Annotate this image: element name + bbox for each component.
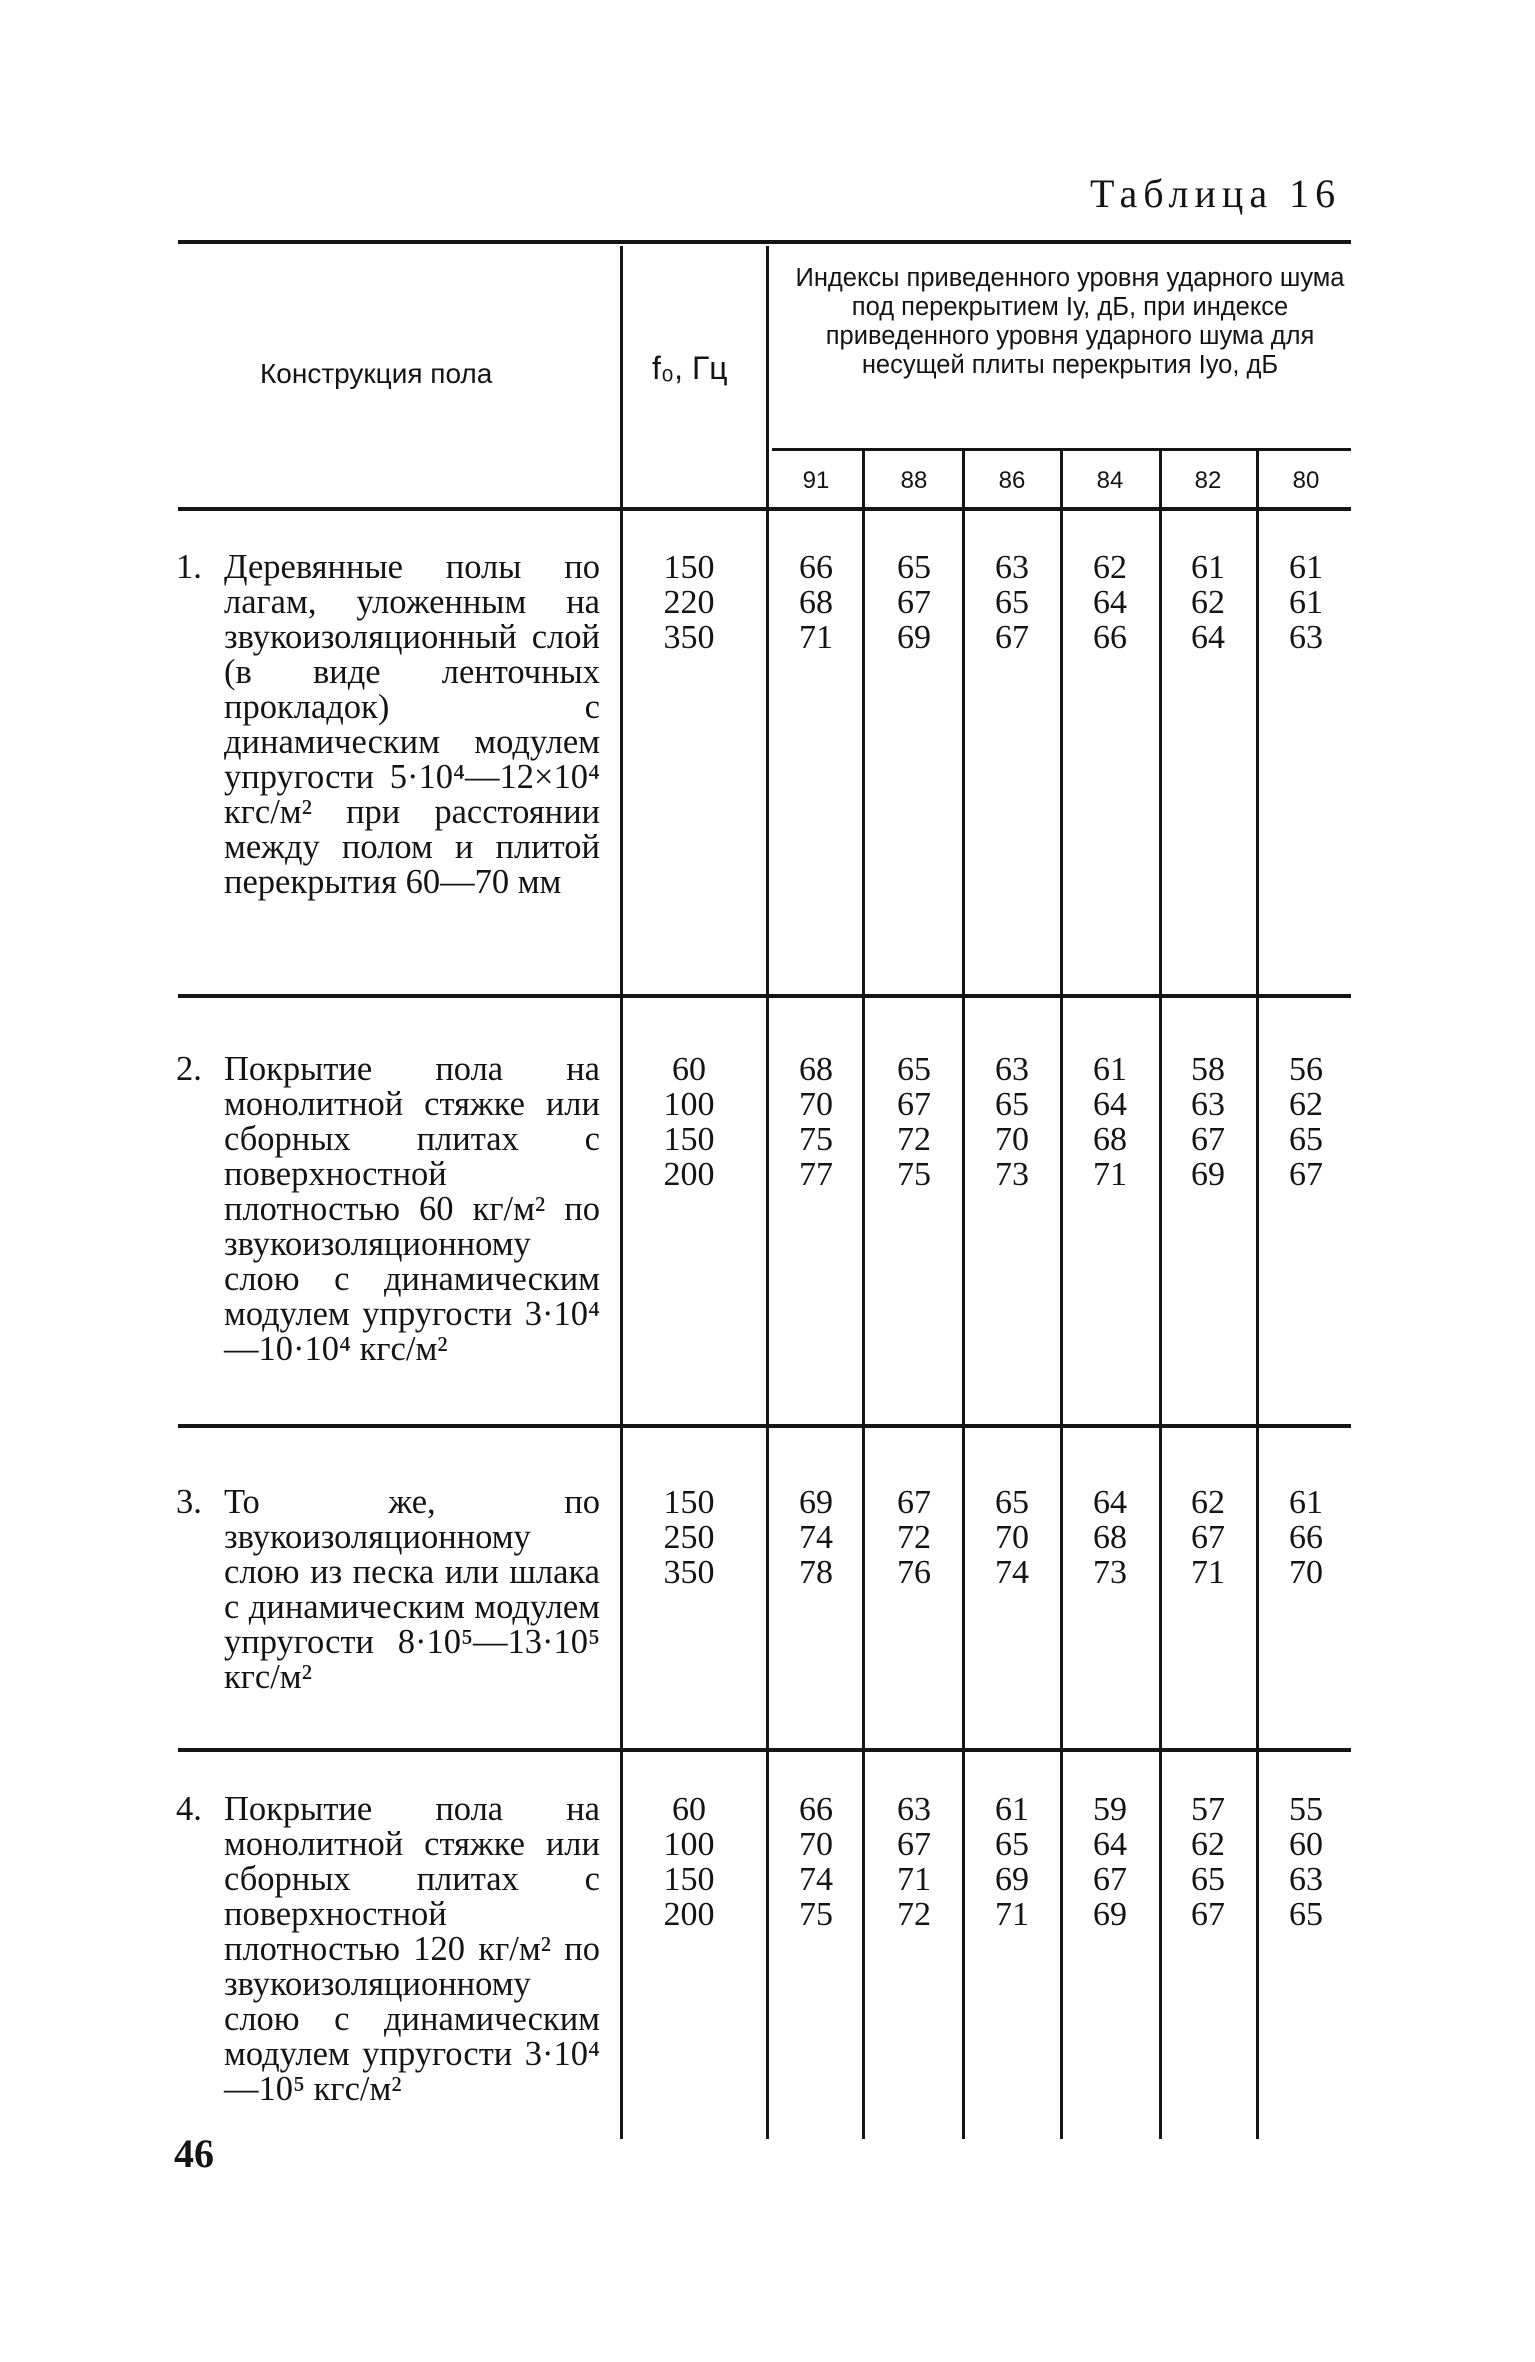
value-cell: 60 bbox=[1289, 1826, 1323, 1863]
value-cell: 69 bbox=[1191, 1156, 1225, 1193]
frequency-cell: 200 bbox=[663, 1156, 715, 1193]
page-number: 46 bbox=[174, 2131, 214, 2176]
value-column bbox=[1256, 550, 1356, 655]
value-cell: 63 bbox=[995, 549, 1029, 586]
value-cell: 70 bbox=[995, 1519, 1029, 1556]
value-cell: 70 bbox=[1289, 1554, 1323, 1591]
value-cell: 65 bbox=[897, 1051, 931, 1088]
value-column bbox=[864, 550, 964, 655]
value-cell: 70 bbox=[799, 1826, 833, 1863]
value-cell: 64 bbox=[1093, 1086, 1127, 1123]
value-column bbox=[1256, 1792, 1356, 1932]
value-cell: 69 bbox=[995, 1861, 1029, 1898]
value-cell: 72 bbox=[897, 1121, 931, 1158]
frequency-values bbox=[636, 550, 742, 655]
value-cell: 65 bbox=[1289, 1896, 1323, 1933]
frequency-values bbox=[636, 1052, 742, 1192]
value-cell: 69 bbox=[1093, 1896, 1127, 1933]
index-value: 88 bbox=[900, 467, 928, 494]
row-separator-3 bbox=[178, 1748, 1351, 1752]
value-cell: 61 bbox=[1289, 549, 1323, 586]
index-value: 91 bbox=[802, 467, 830, 494]
value-cell: 63 bbox=[897, 1791, 931, 1828]
frequency-values bbox=[636, 1485, 742, 1590]
value-column bbox=[962, 1052, 1062, 1192]
value-cell: 73 bbox=[995, 1156, 1029, 1193]
value-cell: 64 bbox=[1093, 1484, 1127, 1521]
value-cell: 72 bbox=[897, 1519, 931, 1556]
header-frequency: f₀, Гц bbox=[652, 350, 728, 386]
frequency-cell: 60 bbox=[672, 1791, 706, 1828]
value-cell: 62 bbox=[1191, 1484, 1225, 1521]
value-cell: 65 bbox=[995, 584, 1029, 621]
value-column bbox=[1060, 550, 1160, 655]
frequency-cell: 220 bbox=[663, 584, 715, 621]
frequency-cell: 150 bbox=[663, 1484, 715, 1521]
row-separator-2 bbox=[178, 1424, 1351, 1428]
value-cell: 66 bbox=[799, 1791, 833, 1828]
value-cell: 58 bbox=[1191, 1051, 1225, 1088]
value-cell: 71 bbox=[1093, 1156, 1127, 1193]
frequency-cell: 200 bbox=[663, 1896, 715, 1933]
value-column bbox=[864, 1485, 964, 1590]
value-column bbox=[766, 550, 866, 655]
frequency-cell: 350 bbox=[663, 1554, 715, 1591]
header-construction: Конструкция пола bbox=[260, 358, 493, 389]
frequency-cell: 150 bbox=[663, 549, 715, 586]
value-column bbox=[1158, 1792, 1258, 1932]
value-cell: 75 bbox=[799, 1121, 833, 1158]
value-cell: 61 bbox=[1093, 1051, 1127, 1088]
value-cell: 68 bbox=[799, 1051, 833, 1088]
value-column bbox=[1256, 1485, 1356, 1590]
frequency-cell: 150 bbox=[663, 1861, 715, 1898]
value-cell: 61 bbox=[1289, 1484, 1323, 1521]
frequency-cell: 150 bbox=[663, 1121, 715, 1158]
value-cell: 56 bbox=[1289, 1051, 1323, 1088]
value-cell: 65 bbox=[897, 549, 931, 586]
value-cell: 71 bbox=[995, 1896, 1029, 1933]
row-description-text: Деревянные полы по лагам, уложенным на звукоизоляционный слой (в виде ленточных прокладок) с динамическим модулем упругости 5·10⁴—12×10⁴ кгс/м² при расстоянии между полом и плитой перекрытия 60—70 мм bbox=[224, 548, 600, 901]
value-cell: 67 bbox=[897, 1826, 931, 1863]
value-cell: 62 bbox=[1093, 549, 1127, 586]
value-cell: 66 bbox=[799, 549, 833, 586]
value-column bbox=[962, 550, 1062, 655]
row-description-text: Покрытие пола на монолитной стяжке или сборных плитах с поверхностной плотностью 60 кг/м² по звукоизоляционному слою с динамическим модулем упругости 3·10⁴—10·10⁴ кгс/м² bbox=[224, 1050, 600, 1368]
value-cell: 74 bbox=[799, 1861, 833, 1898]
value-cell: 62 bbox=[1289, 1086, 1323, 1123]
value-cell: 71 bbox=[897, 1861, 931, 1898]
value-cell: 63 bbox=[1289, 1861, 1323, 1898]
value-cell: 77 bbox=[799, 1156, 833, 1193]
value-cell: 67 bbox=[1191, 1896, 1225, 1933]
value-cell: 67 bbox=[897, 1086, 931, 1123]
frequency-cell: 350 bbox=[663, 619, 715, 656]
value-column bbox=[1060, 1485, 1160, 1590]
value-cell: 72 bbox=[897, 1896, 931, 1933]
value-cell: 73 bbox=[1093, 1554, 1127, 1591]
value-column bbox=[1158, 550, 1258, 655]
value-cell: 61 bbox=[1289, 584, 1323, 621]
table-title: Таблица 16 bbox=[1090, 171, 1342, 216]
value-cell: 64 bbox=[1093, 1826, 1127, 1863]
value-column bbox=[1158, 1485, 1258, 1590]
value-cell: 65 bbox=[995, 1086, 1029, 1123]
row-number: 4. bbox=[176, 1790, 202, 1828]
value-cell: 63 bbox=[1289, 619, 1323, 656]
value-column bbox=[1060, 1792, 1160, 1932]
value-column bbox=[1256, 1052, 1356, 1192]
value-column bbox=[1060, 1052, 1160, 1192]
row-description-text: То же, по звукоизоляционному слою из песка или шлака с динамическим модулем упругости 8·10⁵—13·10⁵ кгс/м² bbox=[224, 1483, 600, 1696]
value-column bbox=[1158, 1052, 1258, 1192]
frequency-cell: 250 bbox=[663, 1519, 715, 1556]
value-cell: 71 bbox=[799, 619, 833, 656]
value-cell: 78 bbox=[799, 1554, 833, 1591]
value-cell: 75 bbox=[897, 1156, 931, 1193]
value-cell: 76 bbox=[897, 1554, 931, 1591]
value-cell: 61 bbox=[1191, 549, 1225, 586]
value-cell: 65 bbox=[1289, 1121, 1323, 1158]
value-cell: 67 bbox=[1191, 1519, 1225, 1556]
value-cell: 69 bbox=[897, 619, 931, 656]
value-cell: 59 bbox=[1093, 1791, 1127, 1828]
row-description bbox=[176, 1790, 600, 2108]
value-cell: 68 bbox=[1093, 1519, 1127, 1556]
value-cell: 67 bbox=[897, 1484, 931, 1521]
index-value: 86 bbox=[998, 467, 1026, 494]
value-column bbox=[864, 1052, 964, 1192]
value-column bbox=[962, 1485, 1062, 1590]
value-cell: 65 bbox=[995, 1484, 1029, 1521]
index-value: 80 bbox=[1292, 467, 1320, 494]
value-cell: 67 bbox=[1289, 1156, 1323, 1193]
value-cell: 66 bbox=[1289, 1519, 1323, 1556]
frequency-cell: 100 bbox=[663, 1086, 715, 1123]
value-cell: 62 bbox=[1191, 584, 1225, 621]
row-description bbox=[176, 1050, 600, 1368]
row-description-text: Покрытие пола на монолитной стяжке или сборных плитах с поверхностной плотностью 120 кг/м² по звукоизоляционному слою с динамическим модулем упругости 3·10⁴—10⁵ кгс/м² bbox=[224, 1790, 600, 2108]
value-cell: 67 bbox=[1093, 1861, 1127, 1898]
value-cell: 71 bbox=[1191, 1554, 1225, 1591]
value-column bbox=[864, 1792, 964, 1932]
row-description bbox=[176, 1483, 600, 1696]
value-cell: 68 bbox=[1093, 1121, 1127, 1158]
col-divider-description bbox=[620, 246, 623, 2139]
value-cell: 62 bbox=[1191, 1826, 1225, 1863]
value-cell: 63 bbox=[1191, 1086, 1225, 1123]
value-column bbox=[766, 1052, 866, 1192]
value-cell: 61 bbox=[995, 1791, 1029, 1828]
row-number: 3. bbox=[176, 1483, 202, 1521]
value-column bbox=[766, 1485, 866, 1590]
index-value: 84 bbox=[1096, 467, 1124, 494]
value-cell: 64 bbox=[1191, 619, 1225, 656]
row-description bbox=[176, 548, 600, 901]
row-separator-1 bbox=[178, 994, 1351, 998]
index-value: 82 bbox=[1194, 467, 1222, 494]
value-cell: 74 bbox=[995, 1554, 1029, 1591]
row-number: 2. bbox=[176, 1050, 202, 1088]
row-number: 1. bbox=[176, 548, 202, 586]
value-column bbox=[766, 1792, 866, 1932]
value-cell: 70 bbox=[799, 1086, 833, 1123]
value-cell: 74 bbox=[799, 1519, 833, 1556]
value-cell: 66 bbox=[1093, 619, 1127, 656]
value-cell: 65 bbox=[995, 1826, 1029, 1863]
value-cell: 67 bbox=[897, 584, 931, 621]
value-cell: 67 bbox=[1191, 1121, 1225, 1158]
frequency-cell: 60 bbox=[672, 1051, 706, 1088]
value-cell: 67 bbox=[995, 619, 1029, 656]
value-cell: 65 bbox=[1191, 1861, 1225, 1898]
value-cell: 68 bbox=[799, 584, 833, 621]
value-cell: 64 bbox=[1093, 584, 1127, 621]
value-cell: 63 bbox=[995, 1051, 1029, 1088]
value-cell: 75 bbox=[799, 1896, 833, 1933]
value-cell: 70 bbox=[995, 1121, 1029, 1158]
value-cell: 57 bbox=[1191, 1791, 1225, 1828]
header-bottom-rule bbox=[178, 507, 1351, 511]
table-top-rule bbox=[178, 240, 1351, 244]
header-indices: Индексы приведенного уровня ударного шума под перекрытием Iу, дБ, при индексе приведенного уровня ударного шума для несущей плиты перекрытия Iуо, дБ bbox=[795, 264, 1345, 379]
value-cell: 69 bbox=[799, 1484, 833, 1521]
frequency-cell: 100 bbox=[663, 1826, 715, 1863]
frequency-values bbox=[636, 1792, 742, 1932]
value-column bbox=[962, 1792, 1062, 1932]
value-cell: 55 bbox=[1289, 1791, 1323, 1828]
